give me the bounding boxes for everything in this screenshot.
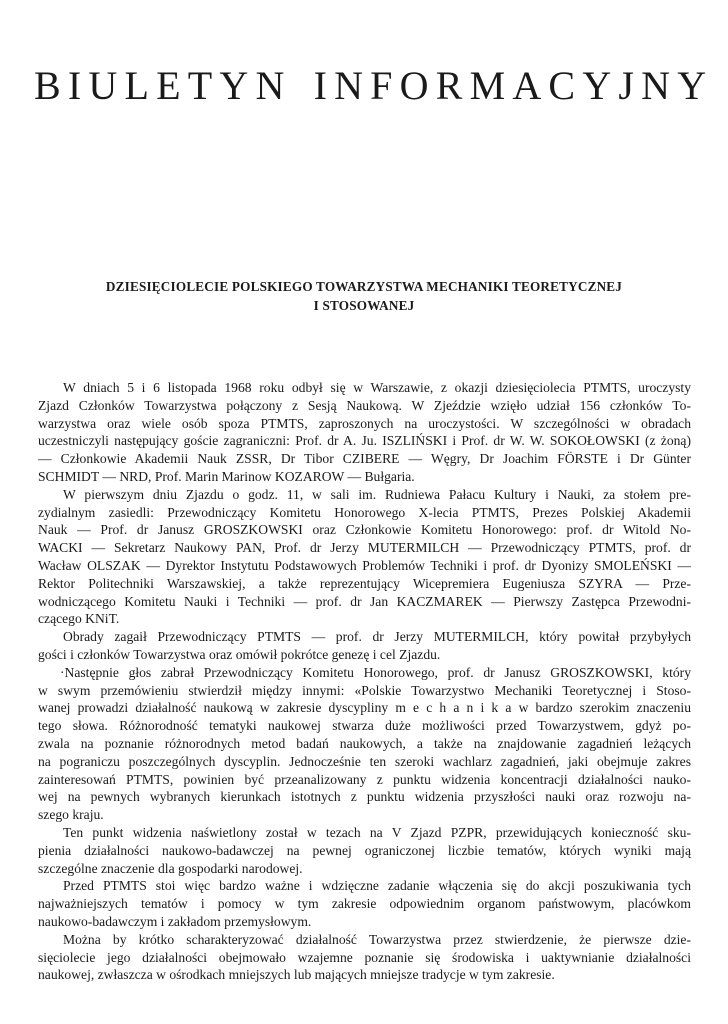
text-line: uczestniczyli następujący goście zagraniczni: Prof. dr A. Ju. ISZLIŃSKI i Prof. dr W. W. SOKOŁOWSKI (z żoną) (38, 433, 691, 449)
text-line: Nauk — Prof. dr Janusz GROSZKOWSKI oraz Członkowie Komitetu Honorowego: prof. dr Witold No- (38, 522, 691, 538)
text-line: Przed PTMTS stoi więc bardzo ważne i wdzięczne zadanie włączenia się do akcji poszukiwania tych (63, 878, 691, 894)
text-line: naukowo-badawczym i zakładom przemysłowym. (38, 913, 312, 929)
article-heading-line: DZIESIĘCIOLECIE POLSKIEGO TOWARZYSTWA MECHANIKI TEORETYCZNEJ (105, 279, 623, 294)
text-line: WACKI — Sekretarz Naukowy PAN, Prof. dr Jerzy MUTERMILCH — Przewodniczący PTMTS, prof. dr (38, 540, 691, 556)
article-body (38, 379, 691, 984)
text-line: sięciolecie jego działalności obejmowało wzajemne poznanie się środowiska i uaktywnianie działalności (38, 949, 691, 965)
paragraph (38, 628, 691, 664)
text-line: w swym przemówieniu stwierdził między innymi: «Polskie Towarzystwo Mechaniki Teoretycznej i Stoso- (38, 682, 691, 698)
text-line: Obrady zagaił Przewodniczący PTMTS — prof. dr Jerzy MUTERMILCH, który powitał przybyłych (63, 629, 691, 645)
text-line: szego kraju. (38, 807, 104, 823)
text-line: W dniach 5 i 6 listopada 1968 roku odbył się w Warszawie, z okazji dziesięciolecia PTMTS, uroczysty (63, 380, 691, 395)
bulletin-title-word-2: INFORMACYJNY (313, 63, 714, 108)
text-line: Wacław OLSZAK — Dyrektor Instytutu Podstawowych Problemów Techniki i prof. dr Dyonizy SMOLEŃSKI — (38, 557, 691, 573)
text-line: najważniejszych tematów i pomocy w tym zakresie odpowiednim organom państwowym, placówkom (38, 896, 691, 912)
text-line: Rektor Politechniki Warszawskiej, a także reprezentujący Wicepremiera Eugeniusza SZYRA — Prze- (38, 575, 691, 591)
article-heading (40, 277, 688, 315)
paragraph (38, 931, 691, 984)
text-line: Zjazd Członków Towarzystwa połączony z Sesją Naukową. W Zjeździe wzięło udział 156 członków To- (38, 397, 691, 413)
text-line: zwala na poznanie różnorodnych metod badań naukowych, a także na znajdowanie zagadnień leżących (38, 735, 691, 751)
text-line: — Członkowie Akademii Nauk ZSSR, Dr Tibor CZIBERE — Węgry, Dr Joachim FÖRSTE i Dr Günter (38, 451, 691, 467)
text-line: wej na pewnych wybranych kierunkach istotnych z punktu widzenia przyszłości nauki oraz rozwoju na- (38, 789, 691, 805)
bulletin-title (34, 62, 714, 110)
text-line: naukowej, zwłaszcza w ośrodkach mniejszych lub mających mniejsze tradycje w tym zakresie. (38, 967, 555, 983)
paragraph (38, 877, 691, 930)
bulletin-title-word-1: BIULETYN (34, 63, 292, 108)
text-line: na pograniczu poszczególnych dyscyplin. Jednocześnie ten szeroki wachlarz zagadnień, jaki obejmuje zakres (38, 753, 691, 769)
text-line: wanej prowadzi działalność naukową w zakresie dyscypliny m e c h a n i k a w bardzo szerokim znaczeniu (38, 700, 691, 716)
article-heading-line: I STOSOWANEJ (313, 298, 415, 313)
text-line: W pierwszym dniu Zjazdu o godz. 11, w sali im. Rudniewa Pałacu Kultury i Nauki, za stołem pre- (63, 486, 691, 502)
paragraph (38, 664, 691, 824)
text-line: zydialnym zasiedli: Przewodniczący Komitetu Honorowego X-lecia PTMTS, Prezes Polskiej Akademii (38, 504, 691, 520)
text-line: czącego KNiT. (38, 611, 120, 627)
text-line: Ten punkt widzenia naświetlony został w tezach na V Zjazd PZPR, przewidujących konieczność sku- (63, 824, 691, 840)
text-line: pienia działalności naukowo-badawczej na pewnej ograniczonej liczbie tematów, których wyniki mają (38, 842, 691, 858)
text-line: gości i członków Towarzystwa oraz omówił pokrótce genezę i cel Zjazdu. (38, 646, 441, 662)
paragraph (38, 486, 691, 628)
text-line: ·Następnie głos zabrał Przewodniczący Komitetu Honorowego, prof. dr Janusz GROSZKOWSKI, który (60, 664, 691, 680)
text-line: wodniczącego Komitetu Nauki i Techniki — prof. dr Jan KACZMAREK — Pierwszy Zastępca Przewodni- (38, 593, 691, 609)
text-line: szczególne znaczenie dla gospodarki narodowej. (38, 860, 303, 876)
text-line: zainteresowań PTMTS, powinien być przeanalizowany z punktu widzenia koncentracji działalności nauko- (38, 771, 691, 787)
text-line: tego słowa. Różnorodność tematyki naukowej stwarza duże możliwości przed Towarzystwem, gdyż po- (38, 718, 691, 734)
paragraph (38, 824, 691, 877)
text-line: Można by krótko scharakteryzować działalność Towarzystwa przez stwierdzenie, że pierwsze dzie- (63, 931, 691, 947)
text-line: SCHMIDT — NRD, Prof. Marin Marinow KOZAROW — Bułgaria. (38, 468, 415, 484)
paragraph (38, 379, 691, 486)
text-line: warzystwa oraz wiele osób spoza PTMTS, zaproszonych na uroczystości. W szczególności w obradach (38, 415, 691, 431)
